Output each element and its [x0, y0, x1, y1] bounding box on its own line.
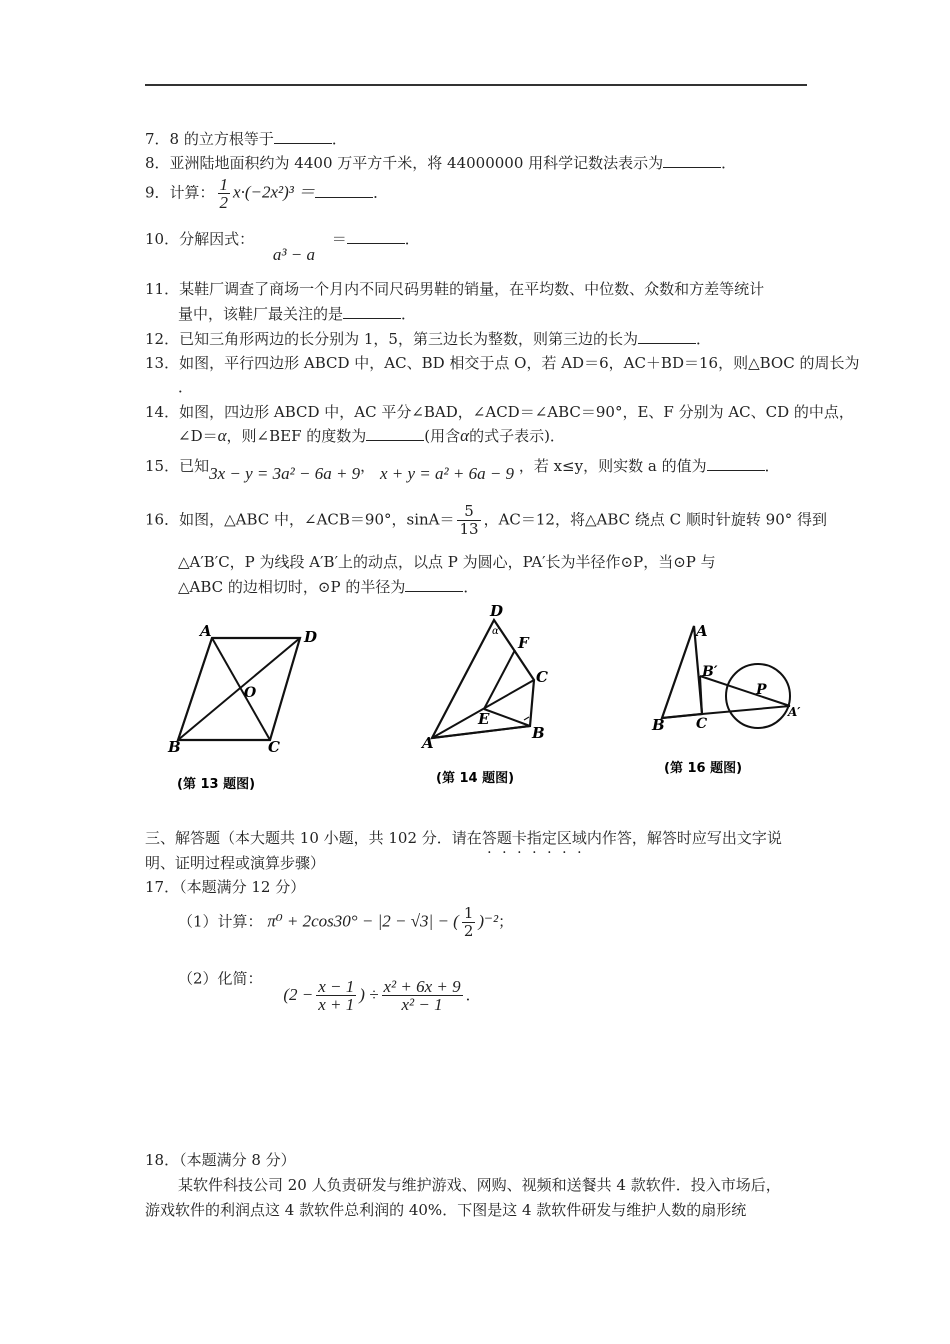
question-14-line-1: 14．如图，四边形 ABCD 中，AC 平分∠BAD，∠ACD＝∠ABC＝90°，E、F 分别为 AC、CD 的中点， — [145, 403, 854, 421]
question-8 — [145, 152, 736, 173]
math-expression: )⁻² — [478, 911, 499, 931]
char: 答 — [481, 829, 497, 847]
header-rule — [145, 84, 807, 86]
punct: ； — [498, 912, 514, 931]
figure-14 — [420, 600, 590, 804]
question-text: 量中，该鞋厂最关注的是 — [178, 305, 344, 323]
question-18-line-2: 游戏软件的利润点这 4 款软件总利润的 40%．下图是这 4 款软件研发与维护人数的扇形统 — [145, 1201, 747, 1219]
question-text: 8．亚洲陆地面积约为 4400 万平方千米，将 44000000 用科学记数法表示为 — [145, 154, 664, 172]
punct: ． — [465, 985, 481, 1004]
label-c: C — [268, 738, 280, 756]
char: 指 — [526, 829, 542, 847]
question-text: 的式子表示)． — [469, 427, 565, 445]
punct: ． — [404, 230, 420, 248]
numerator: 1 — [463, 904, 474, 922]
answer-blank[interactable] — [347, 231, 405, 244]
figure-caption: (第 16 题图) — [664, 761, 743, 776]
question-13-line-2: ． — [178, 378, 194, 396]
label-b: B — [532, 724, 545, 742]
section-3-line-1 — [145, 827, 782, 848]
question-13-line-1: 13．如图，平行四边形 ABCD 中，AC、BD 相交于点 O，若 AD＝6，AC＋BD＝16，则△BOC 的周长为 — [145, 354, 860, 372]
figure-caption: (第 13 题图) — [177, 777, 256, 792]
label-a: A — [696, 622, 708, 640]
numerator: 1 — [219, 175, 229, 194]
label-a-prime: A′ — [788, 705, 801, 719]
label-d: D — [304, 628, 318, 646]
math-expression: (2 − — [283, 984, 314, 1004]
label-b: B — [168, 738, 181, 756]
section-text: 三、解答题（本大题共 10 小题，共 102 分．请在 — [145, 829, 482, 847]
question-17-part-2 — [178, 962, 481, 1014]
fraction — [457, 503, 480, 538]
math-expression: x·(−2x²)³ ＝ — [233, 182, 316, 202]
denominator: 2 — [219, 193, 229, 212]
question-text: (用含 — [424, 427, 461, 445]
char: 题 — [496, 829, 512, 847]
question-text: 15．已知 — [145, 457, 210, 475]
punct: ． — [463, 578, 479, 596]
alpha-symbol: α — [217, 426, 227, 445]
math-expression: ) ÷ — [359, 984, 379, 1004]
part-label: （1）计算： — [178, 912, 263, 931]
section-text: 内作答，解答时应写出文字说 — [586, 829, 782, 847]
question-11-line-1: 11．某鞋厂调查了商场一个月内不同尺码男鞋的销量，在平均数、中位数、众数和方差等统计 — [145, 280, 765, 298]
question-text: ，若 x≤y，则实数 a 的值为 — [518, 457, 707, 475]
question-16-line-3 — [178, 576, 478, 597]
question-text: 16．如图，△ABC 中，∠ACB＝90°，sinA＝ — [145, 510, 455, 529]
punct: ． — [331, 130, 347, 148]
fraction — [218, 176, 231, 211]
question-17-heading: 17．（本题满分 12 分） — [145, 878, 306, 896]
question-text: 10．分解因式： — [145, 230, 255, 248]
question-11-line-2 — [178, 303, 416, 324]
part-label: （2）化简： — [178, 969, 263, 988]
char: 域 — [571, 829, 587, 847]
question-18-heading: 18．（本题满分 8 分） — [145, 1151, 296, 1169]
numerator: x − 1 — [318, 977, 355, 996]
punct: ． — [401, 305, 417, 323]
question-15 — [145, 455, 780, 483]
char: 区 — [556, 829, 572, 847]
question-text: ∠D＝ — [178, 427, 218, 445]
answer-blank[interactable] — [343, 306, 401, 319]
equation-2: x + y = a² + 6a − 9 — [379, 464, 515, 483]
label-d: D — [490, 602, 504, 620]
question-16-line-1 — [145, 503, 827, 538]
label-c: C — [536, 668, 548, 686]
question-text: 12．已知三角形两边的长分别为 1，5，第三边长为整数，则第三边的长为 — [145, 330, 638, 348]
question-7 — [145, 128, 347, 149]
figure-caption: (第 14 题图) — [436, 771, 515, 786]
numerator: x² + 6x + 9 — [383, 977, 461, 996]
answer-blank[interactable] — [315, 185, 373, 198]
denominator: 2 — [463, 922, 474, 940]
label-e: E — [478, 710, 490, 728]
question-18-line-1: 某软件科技公司 20 人负责研发与维护游戏、网购、视频和送餐共 4 款软件．投入市场后， — [178, 1176, 781, 1194]
math-expression: a³ − a — [272, 245, 315, 264]
label-b-prime: B′ — [702, 664, 718, 680]
triangle-circle-diagram — [650, 604, 820, 784]
label-a: A — [422, 734, 434, 752]
question-17-part-1 — [178, 905, 513, 940]
label-a: A — [200, 622, 212, 640]
char: 卡 — [511, 829, 527, 847]
question-14-line-2 — [178, 425, 565, 446]
figure-16 — [650, 604, 820, 788]
denominator: 13 — [459, 520, 479, 538]
question-9 — [145, 176, 388, 211]
section-3-line-2: 明、证明过程或演算步骤） — [145, 854, 326, 872]
question-text: △ABC 的边相切时，⊙P 的半径为 — [178, 578, 406, 596]
question-10 — [145, 228, 420, 264]
question-text: 7．8 的立方根等于 — [145, 130, 274, 148]
alpha-symbol: α — [460, 426, 470, 445]
question-text: 9．计算： — [145, 183, 215, 202]
fraction — [316, 978, 356, 1013]
figure-13 — [160, 620, 340, 814]
fraction — [462, 905, 476, 940]
answer-blank[interactable] — [274, 131, 332, 144]
punct: ． — [373, 183, 389, 202]
denominator: x + 1 — [318, 995, 355, 1014]
label-f: F — [518, 634, 529, 652]
punct: ， — [360, 457, 376, 475]
answer-blank[interactable] — [663, 155, 721, 168]
label-c: C — [696, 716, 708, 732]
answer-blank[interactable] — [707, 458, 765, 471]
question-12 — [145, 328, 711, 349]
answer-blank[interactable] — [638, 331, 696, 344]
punct: ． — [721, 154, 737, 172]
denominator: x² − 1 — [401, 995, 443, 1014]
question-16-line-2: △A′B′C，P 为线段 A′B′上的动点，以点 P 为圆心，PA′长为半径作⊙P，当⊙P 与 — [178, 553, 716, 571]
label-b: B — [652, 716, 665, 734]
equals: ＝ — [331, 230, 347, 248]
parallelogram-diagram — [160, 620, 340, 810]
answer-blank[interactable] — [405, 579, 463, 592]
punct: ． — [695, 330, 711, 348]
emphasized-text — [482, 829, 587, 847]
label-p: P — [756, 682, 767, 698]
numerator: 5 — [457, 503, 480, 521]
label-alpha: α — [492, 626, 499, 637]
quadrilateral-diagram — [420, 600, 590, 800]
punct: ． — [764, 457, 780, 475]
equation-1: 3x − y = 3a² − 6a + 9 — [209, 464, 361, 483]
question-text: ，则∠BEF 的度数为 — [226, 427, 367, 445]
answer-blank[interactable] — [366, 428, 424, 441]
math-expression: π⁰ + 2cos30° − |2 − √3| − ( — [267, 911, 459, 931]
char: 定 — [541, 829, 557, 847]
fraction — [382, 978, 463, 1013]
label-o: O — [244, 685, 257, 701]
question-text: ，AC＝12，将△ABC 绕点 C 顺时针旋转 90° 得到 — [483, 510, 828, 529]
